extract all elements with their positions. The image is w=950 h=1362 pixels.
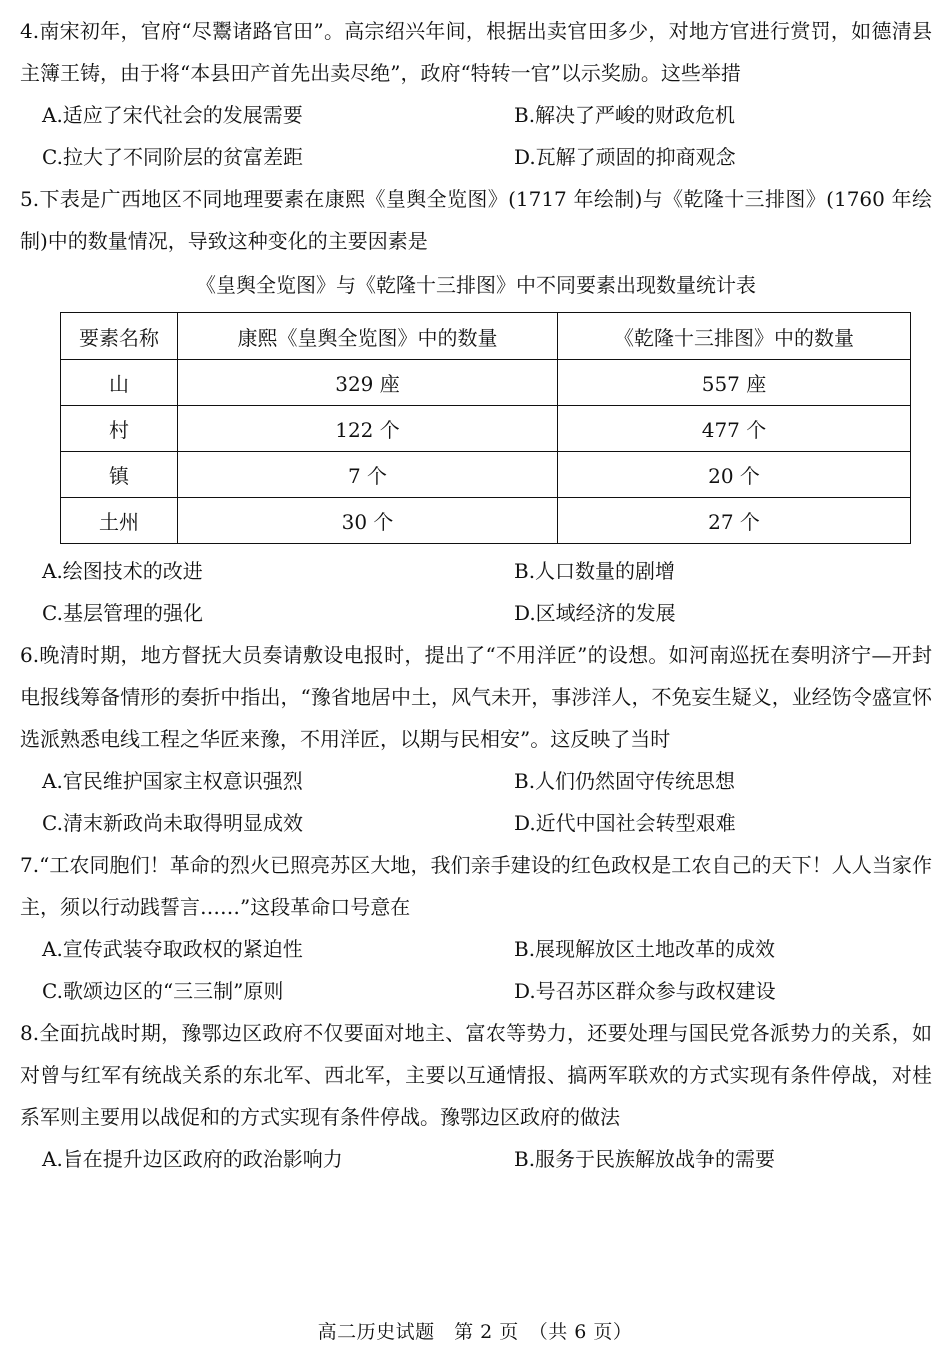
- table-header-cell: 要素名称: [61, 313, 178, 360]
- option-a[interactable]: A.宣传武装夺取政权的紧迫性: [42, 937, 303, 961]
- option-a[interactable]: A.适应了宋代社会的发展需要: [42, 103, 303, 127]
- table-row: [61, 452, 911, 498]
- option-a[interactable]: A.绘图技术的改进: [42, 559, 203, 583]
- statistics-table: [60, 312, 911, 544]
- option-d[interactable]: D.区域经济的发展: [514, 601, 676, 625]
- question-5: [20, 178, 932, 634]
- table-cell: 土州: [61, 498, 178, 544]
- table-cell: 山: [61, 360, 178, 406]
- question-4-options: [20, 94, 932, 178]
- option-d[interactable]: D.号召苏区群众参与政权建设: [514, 979, 776, 1003]
- table-cell: 477 个: [558, 406, 911, 452]
- question-8-options: [20, 1138, 932, 1180]
- table-cell: 122 个: [178, 406, 558, 452]
- option-a[interactable]: A.官民维护国家主权意识强烈: [42, 769, 303, 793]
- option-b[interactable]: B.解决了严峻的财政危机: [514, 103, 736, 127]
- table-cell: 20 个: [558, 452, 911, 498]
- option-a[interactable]: A.旨在提升边区政府的政治影响力: [42, 1147, 343, 1171]
- table-header-row: [61, 313, 911, 360]
- option-c[interactable]: C.清末新政尚未取得明显成效: [42, 811, 303, 835]
- option-b[interactable]: B.展现解放区土地改革的成效: [514, 937, 776, 961]
- table-row: [61, 360, 911, 406]
- table-cell: 村: [61, 406, 178, 452]
- option-b[interactable]: B.人们仍然固守传统思想: [514, 769, 736, 793]
- table-row: [61, 498, 911, 544]
- table-header-cell: 《乾隆十三排图》中的数量: [558, 313, 911, 360]
- question-6-options: [20, 760, 932, 844]
- question-5-options: [20, 550, 932, 634]
- question-7-options: [20, 928, 932, 1012]
- page-footer: 高二历史试题 第 2 页 （共 6 页）: [317, 1321, 633, 1343]
- table-title: 《皇舆全览图》与《乾隆十三排图》中不同要素出现数量统计表: [196, 273, 756, 297]
- question-6: [20, 634, 932, 844]
- table-header-cell: 康熙《皇舆全览图》中的数量: [178, 313, 558, 360]
- table-cell: 30 个: [178, 498, 558, 544]
- option-b[interactable]: B.人口数量的剧增: [514, 559, 676, 583]
- option-d[interactable]: D.瓦解了顽固的抑商观念: [514, 145, 736, 169]
- table-cell: 557 座: [558, 360, 911, 406]
- question-7: [20, 844, 932, 1012]
- question-7-stem: 7.“工农同胞们！革命的烈火已照亮苏区大地，我们亲手建设的红色政权是工农自己的天下！人人当家作主，须以行动践誓言……”这段革命口号意在: [20, 853, 932, 919]
- question-8: [20, 1012, 932, 1180]
- option-d[interactable]: D.近代中国社会转型艰难: [514, 811, 736, 835]
- table-cell: 27 个: [558, 498, 911, 544]
- question-6-stem: 6.晚清时期，地方督抚大员奏请敷设电报时，提出了“不用洋匠”的设想。如河南巡抚在奏明济宁—开封电报线筹备情形的奏折中指出，“豫省地居中土，风气未开，事涉洋人，不免妄生疑义，业经饬令盛宣怀选派熟悉电线工程之华匠来豫，不用洋匠，以期与民相安”。这反映了当时: [20, 643, 932, 751]
- table-cell: 329 座: [178, 360, 558, 406]
- option-b[interactable]: B.服务于民族解放战争的需要: [514, 1147, 776, 1171]
- table-row: [61, 406, 911, 452]
- question-5-stem: 5.下表是广西地区不同地理要素在康熙《皇舆全览图》(1717 年绘制)与《乾隆十三排图》(1760 年绘制)中的数量情况，导致这种变化的主要因素是: [20, 187, 932, 253]
- option-c[interactable]: C.歌颂边区的“三三制”原则: [42, 979, 284, 1003]
- question-4: [20, 10, 932, 178]
- table-cell: 镇: [61, 452, 178, 498]
- option-c[interactable]: C.基层管理的强化: [42, 601, 203, 625]
- option-c[interactable]: C.拉大了不同阶层的贫富差距: [42, 145, 303, 169]
- question-4-stem: 4.南宋初年，官府“尽鬻诸路官田”。高宗绍兴年间，根据出卖官田多少，对地方官进行赏罚，如德清县主簿王铸，由于将“本县田产首先出卖尽绝”，政府“特转一官”以示奖励。这些举措: [20, 19, 932, 85]
- question-8-stem: 8.全面抗战时期，豫鄂边区政府不仅要面对地主、富农等势力，还要处理与国民党各派势力的关系，如对曾与红军有统战关系的东北军、西北军，主要以互通情报、搞两军联欢的方式实现有条件停战，对桂系军则主要用以战促和的方式实现有条件停战。豫鄂边区政府的做法: [20, 1021, 932, 1129]
- exam-page: [20, 10, 932, 1180]
- table-cell: 7 个: [178, 452, 558, 498]
